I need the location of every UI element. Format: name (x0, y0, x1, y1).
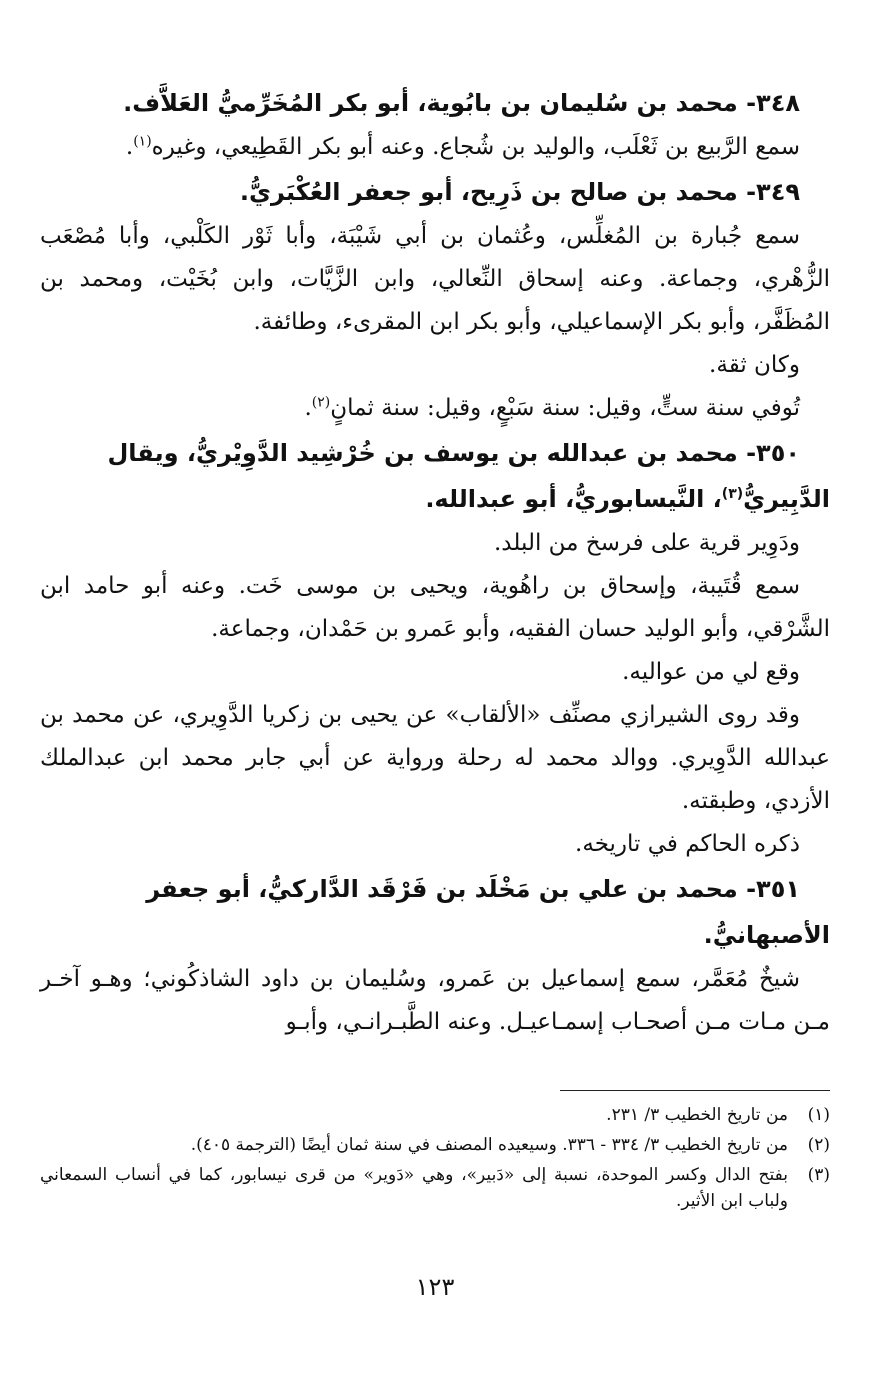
entry-heading-349: ٣٤٩- محمد بن صالح بن ذَرِيح، أبو جعفر العُكْبَريُّ. (239, 178, 800, 206)
paragraph-text: ودَوِير قرية على فرسخ من البلد. (494, 530, 800, 556)
footnote-text: من تاريخ الخطيب ٣/ ٢٣١. (606, 1105, 788, 1125)
entry-heading-348: ٣٤٨- محمد بن سُليمان بن بابُوية، أبو بكر المُخَرِّميُّ العَلاَّف. (123, 89, 800, 117)
paragraph-text: وكان ثقة. (709, 352, 800, 378)
footnote-1 (40, 1102, 830, 1128)
paragraph-text: ذكره الحاكم في تاريخه. (575, 831, 800, 857)
entry-350-paragraph-3 (40, 651, 830, 694)
footnote-mark: (٣) (807, 1165, 830, 1185)
footnotes (40, 1102, 830, 1218)
footnote-mark: (٢) (807, 1135, 830, 1155)
paragraph-text: وقع لي من عواليه. (622, 659, 800, 685)
heading-tail: ، النَّيسابوريُّ، أبو عبدالله. (425, 485, 722, 513)
page-body (40, 80, 830, 1301)
entry-350-paragraph-5 (40, 823, 830, 866)
footnote-reference[interactable]: (٢) (311, 394, 331, 411)
footnote-text: بفتح الدال وكسر الموحدة، نسبة إلى «دَبير»، وهي «دَوير» من قرى نيسابور، كما في أنساب السمعاني ولباب ابن الأثير. (40, 1165, 788, 1211)
footnote-mark: (١) (807, 1105, 830, 1125)
entry-351-paragraph-1 (40, 958, 830, 1044)
entry-348-paragraph (40, 126, 830, 169)
paragraph-tail: . (304, 395, 312, 421)
entry-349-paragraph-3 (40, 387, 830, 430)
footnote-3 (40, 1162, 830, 1214)
entry-349-paragraph-1 (40, 215, 830, 344)
entry-350-paragraph-1 (40, 522, 830, 565)
page-number: ١٢٣ (415, 1273, 455, 1301)
heading-text: ٣٥٠- محمد بن عبدالله بن يوسف بن خُرْشِيد الدَّوِيْريُّ، ويقال الدَّبِيريُّ (107, 439, 830, 513)
paragraph-text: تُوفي سنة ستٍّ، وقيل: سنة سَبْعٍ، وقيل: سنة ثمانٍ (330, 395, 800, 421)
entry-350-paragraph-2 (40, 565, 830, 651)
entry-heading-350 (40, 430, 830, 522)
footnote-reference[interactable]: (٣) (721, 486, 744, 502)
footnote-reference[interactable]: (١) (133, 133, 152, 150)
entry-350-paragraph-4 (40, 694, 830, 823)
footnote-2 (40, 1132, 830, 1158)
footnote-text: من تاريخ الخطيب ٣/ ٣٣٤ - ٣٣٦. وسيعيده المصنف في سنة ثمان أيضًا (الترجمة ٤٠٥). (190, 1135, 788, 1155)
paragraph-text: وقد روى الشيرازي مصنِّف «الألقاب» عن يحيى بن زكريا الدَّوِيري، عن محمد بن عبدالله الدَّوِيري. ووالد محمد له رحلة ورواية عن أبي جابر محمد ابن عبدالملك الأزدي، وطبقته. (40, 702, 830, 814)
paragraph-text: شيخٌ مُعَمَّر، سمع إسماعيل بن عَمرو، وسُليمان بن داود الشاذكُوني؛ وهـو آخـر مـن مـات مـن أصحـاب إسمـاعيـل. وعنه الطَّبـرانـي، وأبـو (40, 966, 830, 1035)
footnote-divider (560, 1090, 830, 1091)
paragraph-text: سمع قُتَيبة، وإسحاق بن راهُوية، ويحيى بن موسى خَت. وعنه أبو حامد ابن الشَّرْقي، وأبو الوليد حسان الفقيه، وأبو عَمرو بن حَمْدان، وجماعة. (40, 573, 830, 642)
paragraph-tail: . (125, 134, 134, 160)
entry-heading-351: ٣٥١- محمد بن علي بن مَخْلَد بن فَرْقَد الدَّاركيُّ، أبو جعفر الأصبهانيُّ. (146, 875, 830, 949)
paragraph-text: سمع جُبارة بن المُغلِّس، وعُثمان بن أبي شَيْبَة، وأبا ثَوْر الكَلْبي، وأبا مُصْعَب الزُّهْري، وجماعة. وعنه إسحاق النِّعالي، وابن الزَّيَّات، وابن بُخَيْت، ومحمد بن المُظَفَّر، وأبو بكر الإسماعيلي، وأبو بكر ابن المقرىء، وطائفة. (40, 223, 830, 335)
paragraph-text: سمع الرَّبيع بن ثَعْلَب، والوليد بن شُجاع. وعنه أبو بكر القَطِيعي، وغيره (151, 134, 800, 160)
entry-349-paragraph-2 (40, 344, 830, 387)
